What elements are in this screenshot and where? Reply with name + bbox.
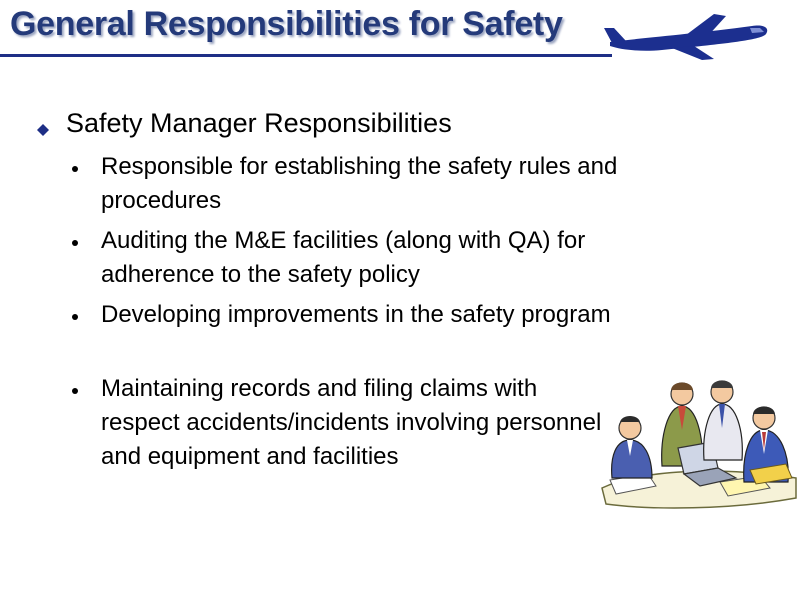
- dot-bullet-icon: [72, 240, 78, 246]
- dot-bullet-icon: [72, 166, 78, 172]
- dot-bullet-icon: [72, 314, 78, 320]
- dot-bullet-icon: [72, 388, 78, 394]
- section-heading: Safety Manager Responsibilities: [66, 108, 452, 138]
- title-underline: [0, 54, 612, 57]
- list-item-text: Auditing the M&E facilities (along with QA) for adherence to the safety policy: [101, 227, 586, 288]
- office-team-clipart: [600, 370, 799, 512]
- airplane-icon: [602, 12, 772, 62]
- diamond-bullet-icon: [37, 124, 49, 136]
- list-item-text: Responsible for establishing the safety rules and procedures: [101, 153, 618, 214]
- list-item-text: Developing improvements in the safety program: [101, 301, 611, 328]
- list-item-text: Maintaining records and filing claims with respect accidents/incidents involving personnel and equipment and facilities: [101, 375, 602, 470]
- slide-title: General Responsibilities for Safety: [10, 5, 563, 43]
